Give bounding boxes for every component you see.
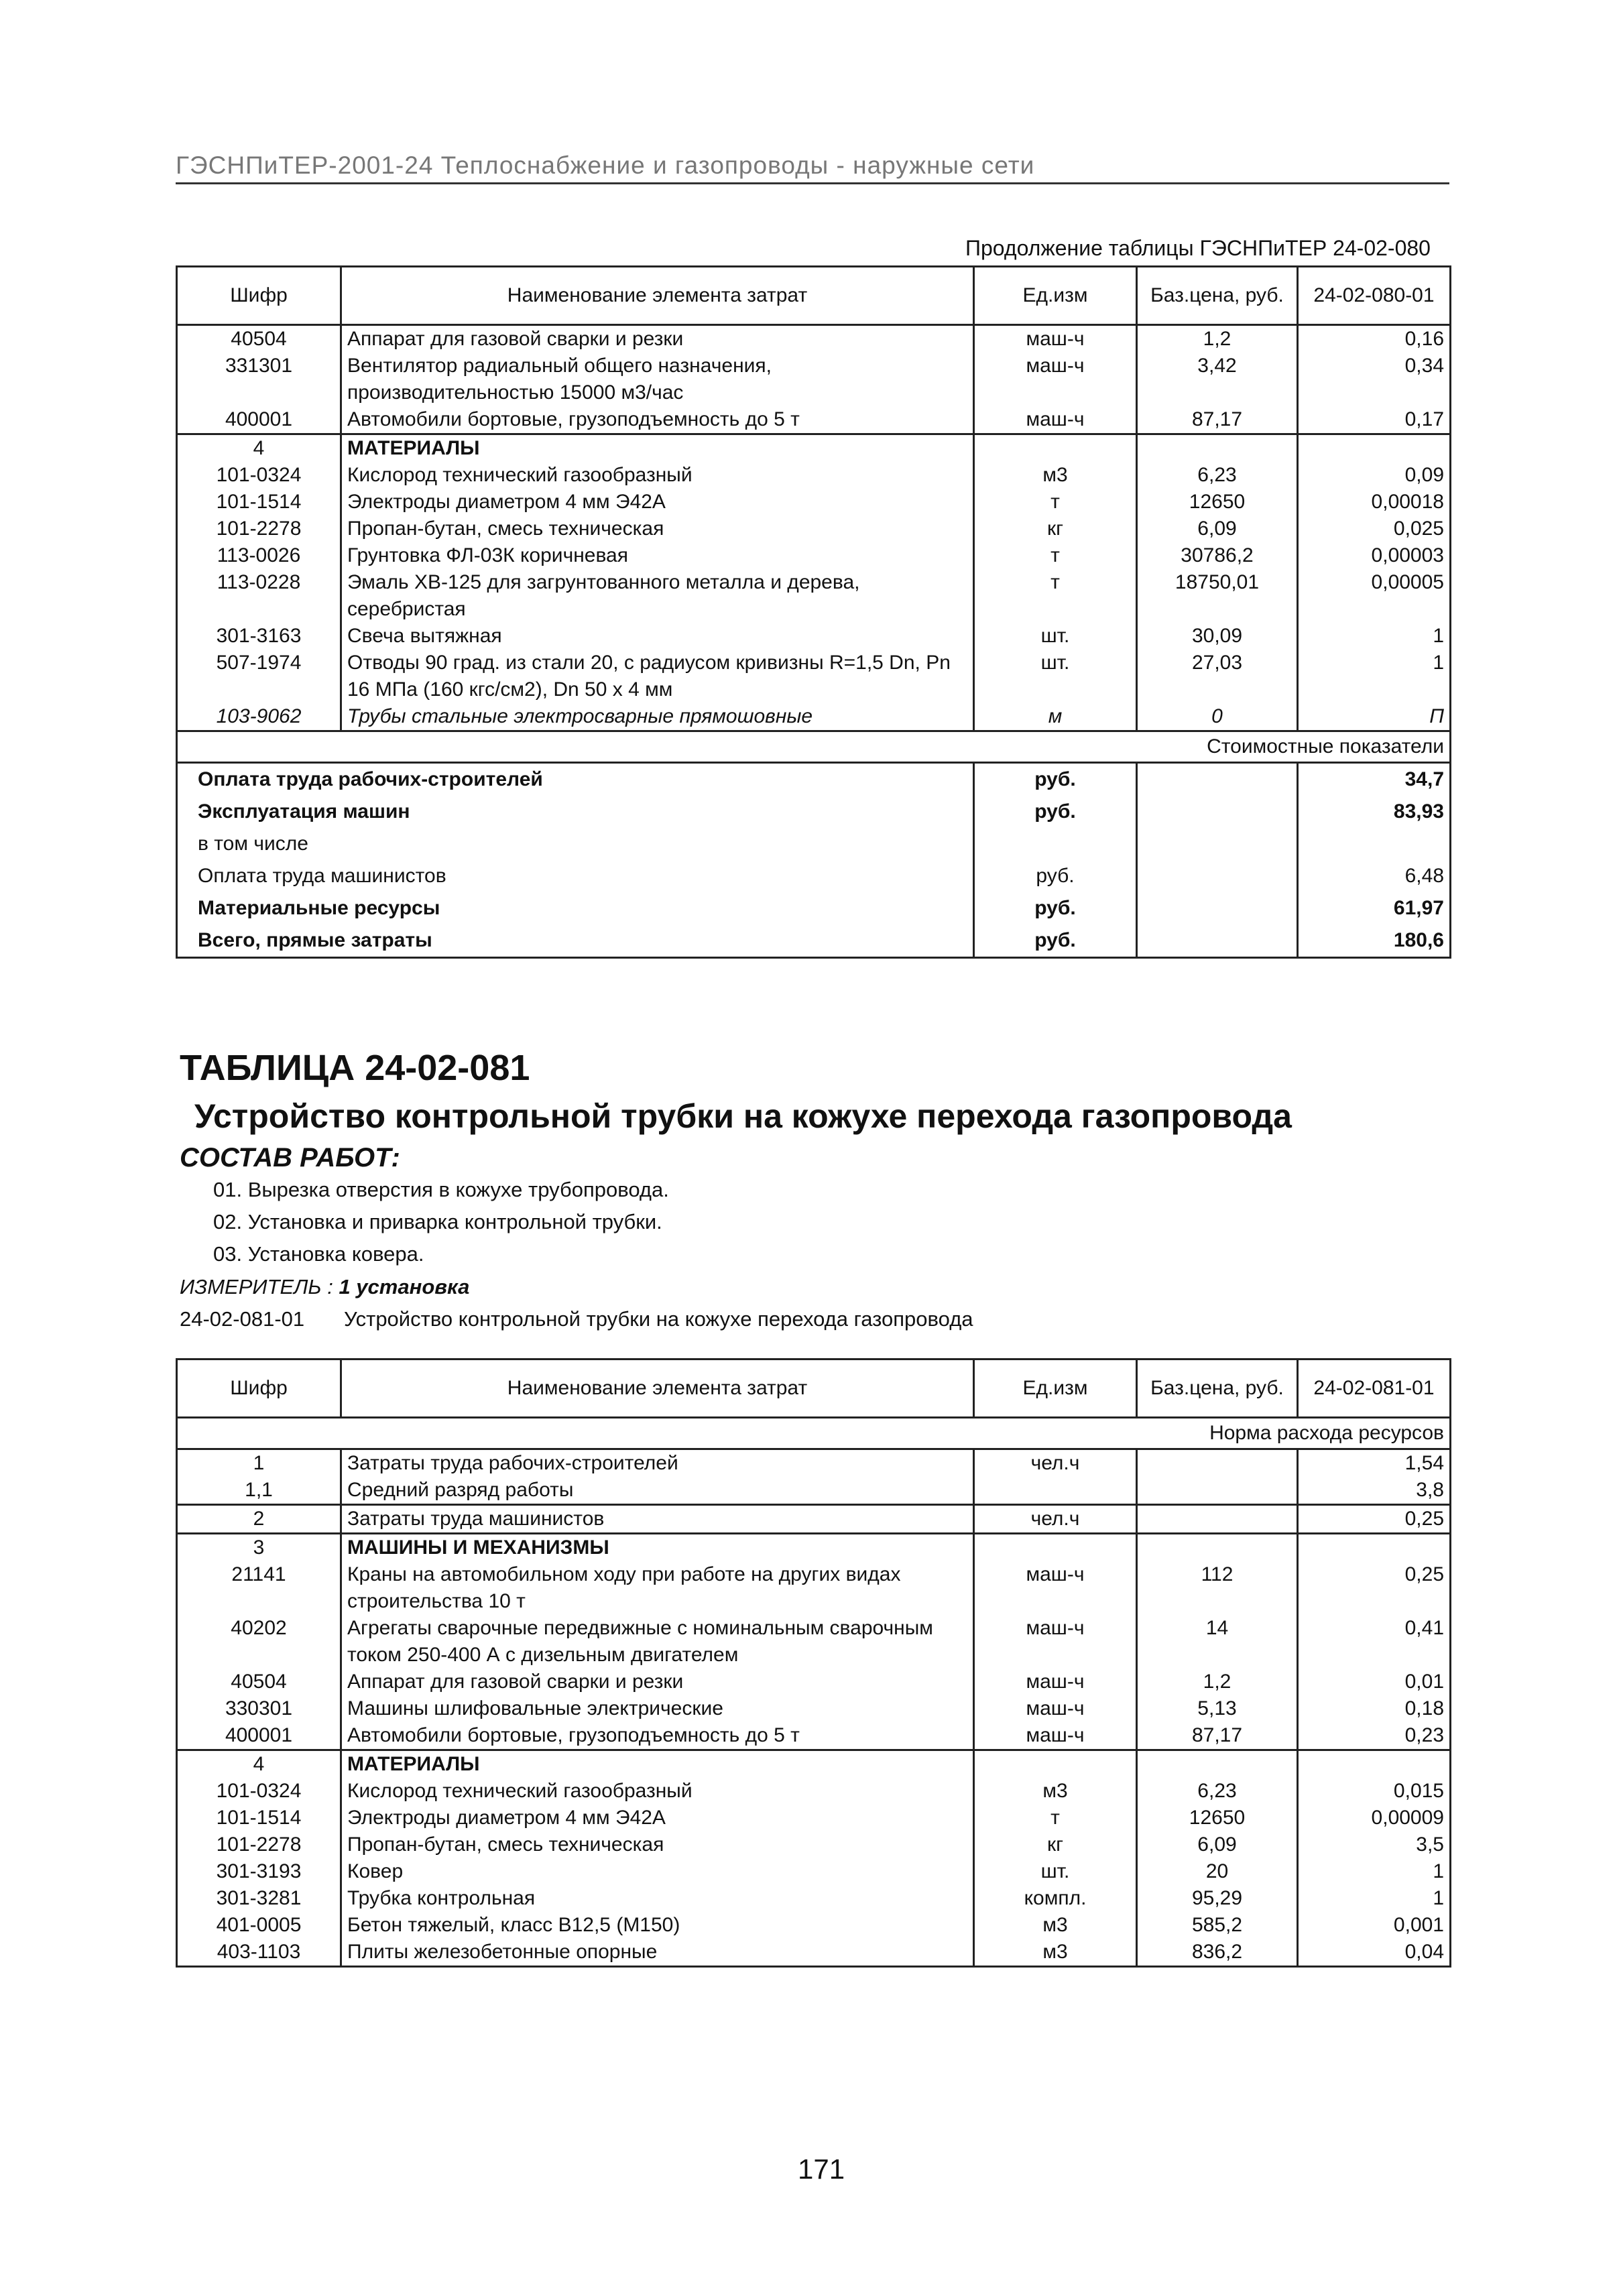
summary-unit: руб. (974, 796, 1137, 828)
cell-code: 4 (177, 1750, 341, 1778)
cell-price: 6,09 (1137, 1831, 1298, 1858)
cell-price (1137, 1750, 1298, 1778)
summary-label: Всего, прямые затраты (177, 924, 974, 958)
cell-value: 0,25 (1298, 1505, 1451, 1534)
cell-name: Аппарат для газовой сварки и резки (341, 1669, 974, 1695)
cell-name: Затраты труда машинистов (341, 1505, 974, 1534)
cell-value: 0,00009 (1298, 1805, 1451, 1831)
cell-value: 0,01 (1298, 1669, 1451, 1695)
cell-code: 101-2278 (177, 516, 341, 542)
cell-code: 301-3281 (177, 1885, 341, 1912)
page-number: 171 (798, 2153, 845, 2185)
cell-name: Пропан-бутан, смесь техническая (341, 516, 974, 542)
col-header-code: Шифр (177, 267, 341, 325)
cell-price: 1,2 (1137, 1669, 1298, 1695)
cell-name: Ковер (341, 1858, 974, 1885)
cell-code: 4 (177, 434, 341, 463)
cell-unit: шт. (1040, 652, 1070, 674)
cell-price: 20 (1137, 1858, 1298, 1885)
cell-code: 40504 (177, 325, 341, 353)
table-row (177, 325, 1451, 353)
summary-row (177, 763, 1451, 796)
cell-price: 6,23 (1137, 462, 1298, 489)
col-header-name: Наименование элемента затрат (341, 267, 974, 325)
cell-name: Отводы 90 град. из стали 20, с радиусом кривизны R=1,5 Dn, Pn 16 МПа (160 кгс/см2), Dn 50 x 4 мм (341, 650, 974, 703)
cell-price: 112 (1137, 1561, 1298, 1615)
work-item: 02. Установка и приварка контрольной трубки. (213, 1210, 662, 1233)
table-row (177, 353, 1451, 406)
cell-value: 0,09 (1298, 462, 1451, 489)
work-item: 03. Установка ковера. (213, 1242, 424, 1266)
cell-code: 101-1514 (177, 1805, 341, 1831)
cell-price: 12650 (1137, 489, 1298, 516)
col-header-price: Баз.цена, руб. (1137, 267, 1298, 325)
table-row (177, 1939, 1451, 1967)
summary-label: Оплата труда машинистов (177, 860, 974, 892)
cell-code: 400001 (177, 1722, 341, 1750)
cell-name: Свеча вытяжная (341, 623, 974, 650)
col-header-unit: Ед.изм (974, 267, 1137, 325)
cell-price: 3,42 (1137, 353, 1298, 406)
col-header-value: 24-02-080-01 (1298, 267, 1451, 325)
table-row (177, 1750, 1451, 1778)
summary-empty (1137, 860, 1298, 892)
table-header-row (177, 1360, 1451, 1418)
cell-value: 3,8 (1298, 1477, 1451, 1505)
table-row (177, 542, 1451, 569)
table-subtitle: Устройство контрольной трубки на кожухе перехода газопровода (194, 1097, 1292, 1135)
cell-code: 301-3163 (177, 623, 341, 650)
cell-value: 0,16 (1298, 325, 1451, 353)
cell-unit: т (1050, 491, 1060, 513)
cell-code: 2 (177, 1505, 341, 1534)
col-header-code: Шифр (177, 1360, 341, 1418)
cell-value: 0,00005 (1298, 569, 1451, 623)
col-header-unit: Ед.изм (974, 1360, 1137, 1418)
table-row (177, 623, 1451, 650)
cell-unit (974, 1534, 1137, 1562)
cell-unit (974, 434, 1137, 463)
table-row (177, 703, 1451, 731)
cell-name: Автомобили бортовые, грузоподъемность до 5 т (341, 1722, 974, 1750)
summary-empty (1137, 892, 1298, 924)
table-row (177, 1805, 1451, 1831)
cell-price (1137, 1477, 1298, 1505)
summary-body (177, 763, 1451, 958)
cell-unit: компл. (1024, 1887, 1087, 1909)
item-name: Устройство контрольной трубки на кожухе перехода газопровода (344, 1307, 973, 1331)
measure-label: ИЗМЕРИТЕЛЬ : (180, 1275, 333, 1298)
table-row (177, 1695, 1451, 1722)
cell-price (1137, 434, 1298, 463)
cell-value: 0,025 (1298, 516, 1451, 542)
cell-unit: чел.ч (974, 1505, 1137, 1534)
cell-name: Затраты труда рабочих-строителей (341, 1449, 974, 1477)
norm-band-row (177, 1418, 1451, 1449)
cell-name: Средний разряд работы (341, 1477, 974, 1505)
cell-name: Трубы стальные электросварные прямошовные (341, 703, 974, 731)
table-row (177, 1505, 1451, 1534)
cell-price: 585,2 (1137, 1912, 1298, 1939)
summary-row (177, 828, 1451, 860)
cell-price (1137, 1505, 1298, 1534)
cell-unit (974, 1750, 1137, 1778)
cell-unit: кг (1046, 518, 1064, 540)
summary-row (177, 924, 1451, 958)
cell-value: 0,00018 (1298, 489, 1451, 516)
cell-code: 1,1 (177, 1477, 341, 1505)
cell-code: 40202 (177, 1615, 341, 1669)
cell-unit: маш-ч (1026, 355, 1085, 377)
norm-band-label: Норма расхода ресурсов (177, 1418, 1451, 1449)
cell-price: 6,23 (1137, 1778, 1298, 1805)
summary-unit (974, 828, 1137, 860)
table-body (177, 1449, 1451, 1967)
cell-value: 0,18 (1298, 1695, 1451, 1722)
table-title: ТАБЛИЦА 24-02-081 (180, 1048, 530, 1088)
cell-name: Эмаль ХВ-125 для загрунтованного металла и дерева, серебристая (341, 569, 974, 623)
cell-unit: шт. (1040, 1860, 1070, 1882)
cell-unit: т (1050, 544, 1060, 566)
summary-empty (1137, 763, 1298, 796)
cell-code: 101-2278 (177, 1831, 341, 1858)
summary-empty (1137, 828, 1298, 860)
cell-code: 301-3193 (177, 1858, 341, 1885)
cell-unit: чел.ч (1030, 1452, 1080, 1474)
table-row (177, 1477, 1451, 1505)
cell-value: 0,23 (1298, 1722, 1451, 1750)
cell-name: Кислород технический газообразный (341, 462, 974, 489)
summary-value: 180,6 (1298, 924, 1451, 958)
cell-unit (974, 1477, 1137, 1505)
measure-line (180, 1275, 469, 1299)
cell-name: Кислород технический газообразный (341, 1778, 974, 1805)
cell-value: 1 (1298, 1858, 1451, 1885)
table-row (177, 462, 1451, 489)
table-row (177, 569, 1451, 623)
summary-unit: руб. (974, 892, 1137, 924)
cell-value: П (1298, 703, 1451, 731)
cell-value (1298, 1750, 1451, 1778)
cell-name: МАШИНЫ И МЕХАНИЗМЫ (341, 1534, 974, 1562)
summary-row (177, 860, 1451, 892)
cell-name: Краны на автомобильном ходу при работе на других видах строительства 10 т (341, 1561, 974, 1615)
summary-label: Материальные ресурсы (177, 892, 974, 924)
cell-code: 403-1103 (177, 1939, 341, 1967)
table-body (177, 325, 1451, 731)
cell-price: 836,2 (1137, 1939, 1298, 1967)
cell-price: 27,03 (1137, 650, 1298, 703)
table-row (177, 1449, 1451, 1477)
cell-name: Плиты железобетонные опорные (341, 1939, 974, 1967)
running-header: ГЭСНПиТЕР-2001-24 Теплоснабжение и газопроводы - наружные сети (176, 152, 1035, 179)
table-row (177, 489, 1451, 516)
cell-value: 0,17 (1298, 406, 1451, 434)
summary-value (1298, 828, 1451, 860)
cell-price: 30786,2 (1137, 542, 1298, 569)
table-row (177, 1534, 1451, 1562)
resource-table-24-02-081 (176, 1358, 1451, 1968)
cell-unit: м (1048, 705, 1063, 727)
cell-price: 18750,01 (1137, 569, 1298, 623)
cell-value: 1,54 (1298, 1449, 1451, 1477)
cell-unit: маш-ч (1026, 408, 1085, 430)
cell-code: 113-0026 (177, 542, 341, 569)
cell-unit: т (1050, 571, 1060, 593)
table-row (177, 1561, 1451, 1615)
cell-value: 0,001 (1298, 1912, 1451, 1939)
table-row (177, 1669, 1451, 1695)
table-row (177, 406, 1451, 434)
cell-value: 0,34 (1298, 353, 1451, 406)
continuation-caption: Продолжение таблицы ГЭСНПиТЕР 24-02-080 (965, 236, 1431, 260)
summary-unit: руб. (974, 924, 1137, 958)
table-row (177, 1858, 1451, 1885)
cell-name: Пропан-бутан, смесь техническая (341, 1831, 974, 1858)
cell-value (1298, 434, 1451, 463)
cell-code: 101-0324 (177, 1778, 341, 1805)
cell-name: Бетон тяжелый, класс В12,5 (М150) (341, 1912, 974, 1939)
table-header-row (177, 267, 1451, 325)
cell-price: 1,2 (1137, 325, 1298, 353)
cell-price: 87,17 (1137, 406, 1298, 434)
table-row (177, 1831, 1451, 1858)
cell-unit: маш-ч (1026, 1724, 1085, 1746)
cell-code: 40504 (177, 1669, 341, 1695)
header-rule (176, 182, 1449, 184)
cell-unit: шт. (1040, 625, 1070, 647)
item-line (180, 1307, 973, 1331)
cost-band-label: Стоимостные показатели (177, 731, 1451, 763)
cell-value: 0,015 (1298, 1778, 1451, 1805)
cell-value: 0,41 (1298, 1615, 1451, 1669)
cell-name: Электроды диаметром 4 мм Э42А (341, 1805, 974, 1831)
summary-label: в том числе (177, 828, 974, 860)
cell-code: 101-0324 (177, 462, 341, 489)
cell-name: Аппарат для газовой сварки и резки (341, 325, 974, 353)
cell-code: 330301 (177, 1695, 341, 1722)
cell-value (1298, 1534, 1451, 1562)
cell-code: 103-9062 (177, 703, 341, 731)
cell-name: Автомобили бортовые, грузоподъемность до 5 т (341, 406, 974, 434)
summary-value: 61,97 (1298, 892, 1451, 924)
table-row (177, 1778, 1451, 1805)
cell-code: 331301 (177, 353, 341, 406)
cell-value: 3,5 (1298, 1831, 1451, 1858)
cell-unit: маш-ч (1026, 1563, 1085, 1585)
cell-unit: м3 (1042, 1780, 1068, 1802)
cell-value: 0,25 (1298, 1561, 1451, 1615)
cell-name: Трубка контрольная (341, 1885, 974, 1912)
cell-code: 507-1974 (177, 650, 341, 703)
work-item: 01. Вырезка отверстия в кожухе трубопровода. (213, 1178, 669, 1201)
cell-code: 101-1514 (177, 489, 341, 516)
summary-unit: руб. (974, 763, 1137, 796)
measure-value: 1 установка (339, 1275, 470, 1298)
cell-price: 30,09 (1137, 623, 1298, 650)
cell-value: 1 (1298, 1885, 1451, 1912)
cell-code: 3 (177, 1534, 341, 1562)
resource-table-24-02-080 (176, 265, 1451, 959)
table-row (177, 650, 1451, 703)
col-header-price: Баз.цена, руб. (1137, 1360, 1298, 1418)
col-header-name: Наименование элемента затрат (341, 1360, 974, 1418)
summary-value: 6,48 (1298, 860, 1451, 892)
cell-name: Машины шлифовальные электрические (341, 1695, 974, 1722)
cell-price (1137, 1449, 1298, 1477)
cell-unit: маш-ч (1026, 1671, 1085, 1693)
cell-unit: кг (1046, 1833, 1064, 1856)
cell-unit: м3 (974, 1939, 1137, 1967)
cell-unit: маш-ч (1026, 1617, 1085, 1639)
cell-unit: маш-ч (1026, 1697, 1085, 1719)
cell-name: Грунтовка ФЛ-03К коричневая (341, 542, 974, 569)
cost-band-row (177, 731, 1451, 763)
cell-value: 0,04 (1298, 1939, 1451, 1967)
cell-code: 400001 (177, 406, 341, 434)
cell-value: 1 (1298, 623, 1451, 650)
cell-price: 95,29 (1137, 1885, 1298, 1912)
cell-unit: маш-ч (1026, 328, 1085, 350)
summary-value: 34,7 (1298, 763, 1451, 796)
cell-price (1137, 1534, 1298, 1562)
table-row (177, 1912, 1451, 1939)
cell-unit: м3 (1042, 464, 1068, 486)
table-row (177, 434, 1451, 463)
col-header-value: 24-02-081-01 (1298, 1360, 1451, 1418)
item-code: 24-02-081-01 (180, 1307, 305, 1331)
table-row (177, 1615, 1451, 1669)
summary-empty (1137, 924, 1298, 958)
cell-value: 0,00003 (1298, 542, 1451, 569)
cell-unit: м3 (1042, 1914, 1068, 1936)
cell-price: 0 (1137, 703, 1298, 731)
cell-price: 5,13 (1137, 1695, 1298, 1722)
summary-row (177, 892, 1451, 924)
cell-code: 1 (177, 1449, 341, 1477)
cell-value: 1 (1298, 650, 1451, 703)
cell-price: 6,09 (1137, 516, 1298, 542)
cell-price: 12650 (1137, 1805, 1298, 1831)
cell-unit: т (1050, 1807, 1060, 1829)
table-row (177, 1885, 1451, 1912)
cell-name: МАТЕРИАЛЫ (341, 434, 974, 463)
summary-value: 83,93 (1298, 796, 1451, 828)
cell-name: Электроды диаметром 4 мм Э42А (341, 489, 974, 516)
cell-code: 401-0005 (177, 1912, 341, 1939)
table-row (177, 516, 1451, 542)
cell-name: Агрегаты сварочные передвижные с номинальным сварочным током 250-400 А с дизельным двигателем (341, 1615, 974, 1669)
table-row (177, 1722, 1451, 1750)
summary-row (177, 796, 1451, 828)
summary-label: Эксплуатация машин (177, 796, 974, 828)
summary-unit: руб. (974, 860, 1137, 892)
cell-price: 14 (1137, 1615, 1298, 1669)
cell-price: 87,17 (1137, 1722, 1298, 1750)
cell-code: 21141 (177, 1561, 341, 1615)
cell-name: МАТЕРИАЛЫ (341, 1750, 974, 1778)
summary-empty (1137, 796, 1298, 828)
summary-label: Оплата труда рабочих-строителей (177, 763, 974, 796)
cell-code: 113-0228 (177, 569, 341, 623)
works-title: СОСТАВ РАБОТ: (180, 1143, 400, 1172)
cell-name: Вентилятор радиальный общего назначения, производительностью 15000 м3/час (341, 353, 974, 406)
